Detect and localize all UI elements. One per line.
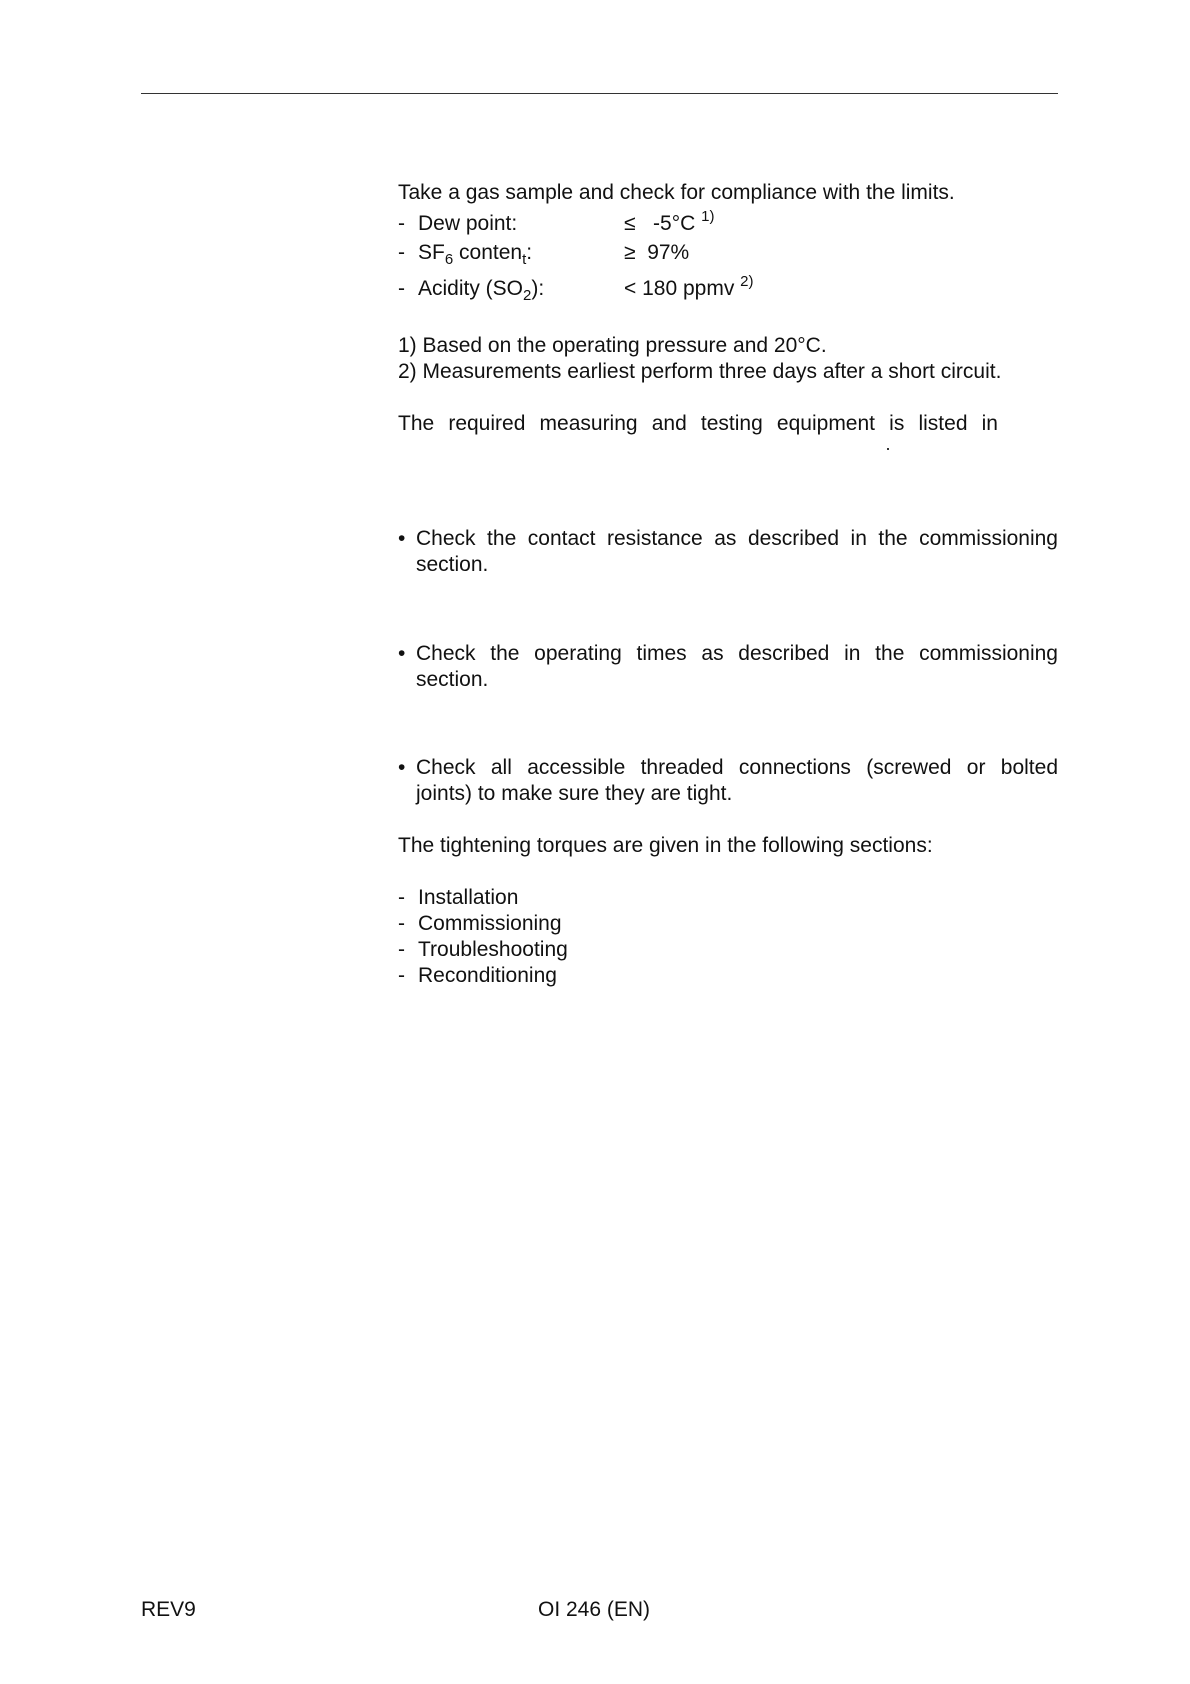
limit-name: Acidity $(SO_2)$:	[418, 277, 545, 304]
bullet-line-2: section.	[416, 553, 489, 576]
bullet-threaded-connections	[398, 755, 1058, 807]
torques-text: The tightening torques are given in the following sections:	[398, 834, 933, 857]
bullet-line-2: section.	[416, 668, 489, 691]
footer-revision: REV9	[141, 1598, 196, 1621]
limit-value: < 180 ppmv $^{2)}$	[624, 273, 754, 300]
list-item: - Reconditioning	[398, 964, 557, 987]
bullet-contact-resistance	[398, 526, 1058, 578]
stray-dot	[887, 448, 889, 450]
equipment-text: The required measuring and testing equipment is listed in	[398, 412, 998, 435]
limit-name: $SF_6$ conten$_t$:	[418, 241, 533, 268]
bullet-operating-times	[398, 641, 1058, 693]
dash-marker: -	[398, 277, 405, 300]
sections-list	[398, 885, 798, 989]
list-item: - Troubleshooting	[398, 938, 568, 961]
limit-row-dew-point	[398, 208, 898, 237]
limit-row-acidity	[398, 273, 898, 304]
footer-document-id: OI 246 (EN)	[538, 1598, 651, 1621]
limit-value: ≤ -5°C $^{1)}$	[624, 208, 715, 235]
bullet-marker: •	[398, 756, 406, 779]
bullet-line-2: joints) to make sure they are tight.	[416, 782, 733, 805]
header-rule	[141, 93, 1058, 94]
footnote-1: 1) Based on the operating pressure and 20°C.	[398, 334, 827, 357]
bullet-line-1: Check all accessible threaded connections (screwed or bolted	[416, 756, 1058, 779]
limit-row-sf6-content	[398, 240, 898, 266]
bullet-line-1: Check the contact resistance as described in the commissioning	[416, 527, 1058, 550]
list-item: - Commissioning	[398, 912, 562, 935]
limit-value: ≥ 97%	[624, 241, 690, 264]
footnote-2: 2) Measurements earliest perform three days after a short circuit.	[398, 360, 1002, 383]
limit-name: Dew point:	[418, 212, 518, 235]
bullet-line-1: Check the operating times as described in the commissioning	[416, 642, 1058, 665]
bullet-marker: •	[398, 642, 406, 665]
dash-marker: -	[398, 212, 405, 235]
dash-marker: -	[398, 241, 405, 264]
intro-text: Take a gas sample and check for compliance with the limits.	[398, 181, 955, 204]
list-item: - Installation	[398, 886, 519, 909]
bullet-marker: •	[398, 527, 406, 550]
